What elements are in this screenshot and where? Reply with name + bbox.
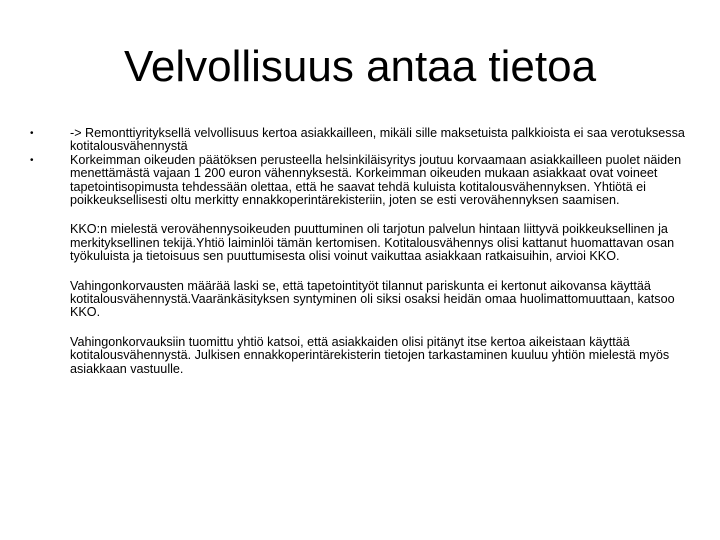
paragraph: Vahingonkorvauksiin tuomittu yhtiö katsoi, että asiakkaiden olisi pitänyt itse kertoa aikeistaan käyttää kotitalousvähennystä. Julkisen ennakkoperintärekisterin tietojen tarkastaminen kuuluu yhtiön mielestä myös asiakkaan vastuulle. <box>70 334 673 376</box>
slide-title: Velvollisuus antaa tietoa <box>123 42 597 91</box>
paragraph: Vahingonkorvausten määrää laski se, että tapetointityöt tilannut pariskunta ei kertonut aikovansa käyttää kotitalousvähennystä.Vaaränkäsityksen syntyminen oli siksi osaksi heidän omaa huolimattomuuttaan, katsoo KKO. <box>70 278 679 320</box>
bullet-marker: • <box>30 128 34 139</box>
bullet-item <box>28 154 688 208</box>
bullet-text: Korkeimman oikeuden päätöksen perusteella helsinkiläisyritys joutuu korvaamaan asiakkailleen puolet näiden menettämästä vajaan 1 200 euron vähennyksestä. Korkeimman oikeuden mukaan asiakkaat ovat voineet tapetointisopimusta tehdessään olettaa, että he saavat tehdä kuluista kotitalousvähennyksen. Yhtiötä ei poikkeuksellisesti oltu merkitty ennakkoperintärekisteriin, joten se esti verovähennyksen saamisen. <box>70 152 685 208</box>
bullet-item <box>28 127 688 154</box>
bullet-marker: • <box>30 154 34 166</box>
paragraph: KKO:n mielestä verovähennysoikeuden puuttuminen oli tarjotun palvelun hintaan liittyvä poikkeuksellinen ja merkityksellinen tekijä.Yhtiö laiminlöi tämän kertomisen. Kotitalousvähennys olisi kattanut huomattavan osan työkuluista ja tietoisuus sen puuttumisesta olisi voinut vaikuttaa asiakkaan ratkaisuihin, arvioi KKO. <box>70 222 678 264</box>
bullet-text: -> Remonttiyrityksellä velvollisuus kertoa asiakkailleen, mikäli sille maksetuista palkkioista ei saa verotuksessa kotitalousvähennystä <box>70 126 689 154</box>
slide-content <box>28 127 688 376</box>
